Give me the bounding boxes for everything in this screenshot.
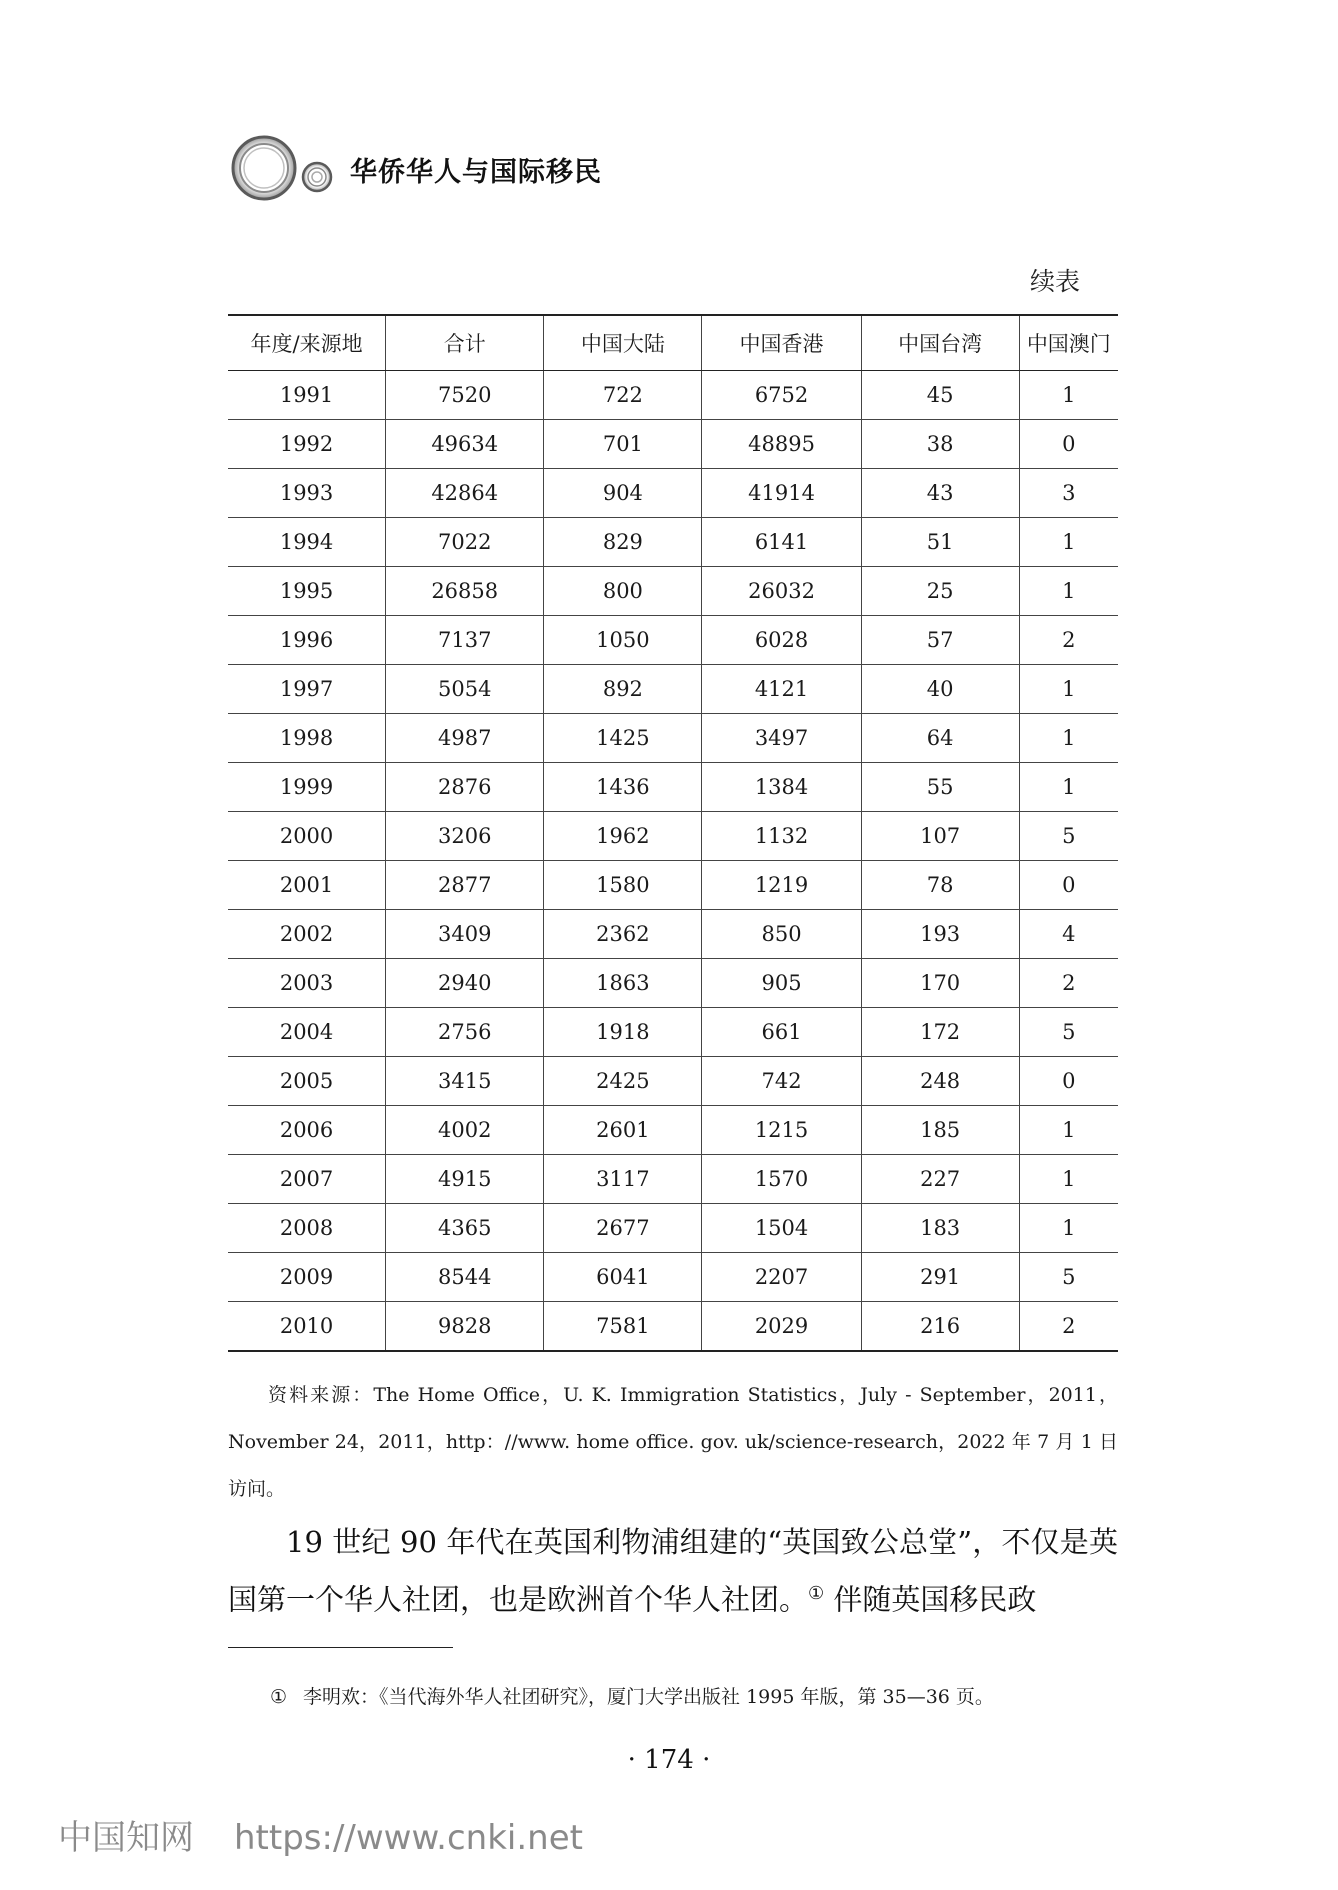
table-cell: 6141 [702, 518, 861, 567]
footnote [270, 1682, 994, 1709]
table-cell: 661 [702, 1008, 861, 1057]
table-cell: 1219 [702, 861, 861, 910]
table-cell: 7022 [386, 518, 544, 567]
table-cell: 1 [1019, 518, 1118, 567]
series-title: 华侨华人与国际移民 [350, 157, 602, 188]
table-cell: 78 [861, 861, 1019, 910]
table-body [228, 371, 1118, 1352]
watermark-url: https://www.cnki.net [234, 1818, 583, 1858]
table-row [228, 665, 1118, 714]
table-cell: 850 [702, 910, 861, 959]
table-cell: 3409 [386, 910, 544, 959]
table-cell: 829 [544, 518, 702, 567]
footnote-mark: ① [270, 1686, 288, 1708]
table-cell: 1 [1019, 1155, 1118, 1204]
table-cell: 2362 [544, 910, 702, 959]
table-cell: 1995 [228, 567, 386, 616]
table-row [228, 469, 1118, 518]
table-row [228, 1155, 1118, 1204]
table-cell: 2009 [228, 1253, 386, 1302]
table-cell: 248 [861, 1057, 1019, 1106]
table-cell: 2940 [386, 959, 544, 1008]
table-cell: 41914 [702, 469, 861, 518]
table-cell: 5 [1019, 1253, 1118, 1302]
table-cell: 2601 [544, 1106, 702, 1155]
table-cell: 64 [861, 714, 1019, 763]
table-cell: 1999 [228, 763, 386, 812]
table-cell: 892 [544, 665, 702, 714]
table-cell: 2005 [228, 1057, 386, 1106]
table-cell: 2007 [228, 1155, 386, 1204]
table-row [228, 1057, 1118, 1106]
table-cell: 2000 [228, 812, 386, 861]
table-cell: 905 [702, 959, 861, 1008]
table-cell: 9828 [386, 1302, 544, 1352]
table-cell: 227 [861, 1155, 1019, 1204]
table-cell: 40 [861, 665, 1019, 714]
table-cell: 1 [1019, 665, 1118, 714]
table-cell: 1996 [228, 616, 386, 665]
table-cell: 1050 [544, 616, 702, 665]
table-cell: 291 [861, 1253, 1019, 1302]
paragraph-text: 19 世纪 90 年代在英国利物浦组建的“英国致公总堂”，不仅是英国第一个华人社团，也是欧洲首个华人社团。 [228, 1525, 1118, 1617]
table-cell: 1997 [228, 665, 386, 714]
table-cell: 904 [544, 469, 702, 518]
footnote-divider [228, 1647, 453, 1648]
table-cell: 3117 [544, 1155, 702, 1204]
table-row [228, 420, 1118, 469]
table-row [228, 1302, 1118, 1352]
column-header: 中国大陆 [544, 315, 702, 371]
table-cell: 5 [1019, 1008, 1118, 1057]
cnki-watermark [58, 1810, 583, 1859]
table-cell: 51 [861, 518, 1019, 567]
table-cell: 25 [861, 567, 1019, 616]
table-cell: 0 [1019, 1057, 1118, 1106]
table-cell: 701 [544, 420, 702, 469]
table-cell: 4 [1019, 910, 1118, 959]
table-cell: 6752 [702, 371, 861, 420]
table-cell: 1992 [228, 420, 386, 469]
table-row [228, 616, 1118, 665]
table-row [228, 910, 1118, 959]
table-cell: 7581 [544, 1302, 702, 1352]
watermark-brand: 中国知网 [58, 1818, 194, 1858]
table-cell: 4915 [386, 1155, 544, 1204]
table-cell: 5 [1019, 812, 1118, 861]
table-cell: 193 [861, 910, 1019, 959]
table-cell: 48895 [702, 420, 861, 469]
table-cell: 5054 [386, 665, 544, 714]
table-cell: 42864 [386, 469, 544, 518]
table-row [228, 959, 1118, 1008]
column-header: 合计 [386, 315, 544, 371]
table-cell: 2004 [228, 1008, 386, 1057]
table-cell: 4002 [386, 1106, 544, 1155]
column-header: 中国台湾 [861, 315, 1019, 371]
table-cell: 2876 [386, 763, 544, 812]
table-cell: 1962 [544, 812, 702, 861]
table-cell: 2207 [702, 1253, 861, 1302]
table-cell: 2756 [386, 1008, 544, 1057]
table-cell: 2029 [702, 1302, 861, 1352]
table-row [228, 1253, 1118, 1302]
table-row [228, 1008, 1118, 1057]
table-cell: 170 [861, 959, 1019, 1008]
table-cell: 7137 [386, 616, 544, 665]
table-row [228, 518, 1118, 567]
table-cell: 185 [861, 1106, 1019, 1155]
table-row [228, 812, 1118, 861]
table-cell: 2 [1019, 959, 1118, 1008]
table-cell: 26858 [386, 567, 544, 616]
table-cell: 1998 [228, 714, 386, 763]
page-number: · 174 · [627, 1745, 711, 1775]
table-cell: 3415 [386, 1057, 544, 1106]
table-cell: 2 [1019, 616, 1118, 665]
table-cell: 1504 [702, 1204, 861, 1253]
table-cell: 4121 [702, 665, 861, 714]
table-cell: 1993 [228, 469, 386, 518]
table-cell: 3 [1019, 469, 1118, 518]
table-row [228, 1204, 1118, 1253]
table-cell: 6028 [702, 616, 861, 665]
column-header: 中国香港 [702, 315, 861, 371]
table-cell: 55 [861, 763, 1019, 812]
footnote-text: 李明欢：《当代海外华人社团研究》，厦门大学出版社 1995 年版，第 35—36 页。 [303, 1686, 994, 1708]
circles-logo-icon [228, 130, 348, 210]
table-row [228, 371, 1118, 420]
table-cell: 1384 [702, 763, 861, 812]
immigration-table [228, 314, 1118, 1352]
footnote-reference: ① [808, 1583, 825, 1604]
table-cell: 4987 [386, 714, 544, 763]
table-cell: 2006 [228, 1106, 386, 1155]
table-row [228, 763, 1118, 812]
table-row [228, 861, 1118, 910]
table-cell: 1570 [702, 1155, 861, 1204]
table-cell: 1215 [702, 1106, 861, 1155]
table-cell: 1 [1019, 567, 1118, 616]
table-cell: 1 [1019, 714, 1118, 763]
table-cell: 172 [861, 1008, 1019, 1057]
table-cell: 0 [1019, 861, 1118, 910]
body-paragraph [228, 1516, 1118, 1626]
table-cell: 1918 [544, 1008, 702, 1057]
table-cell: 183 [861, 1204, 1019, 1253]
table-cell: 107 [861, 812, 1019, 861]
table-cell: 26032 [702, 567, 861, 616]
column-header: 中国澳门 [1019, 315, 1118, 371]
table-cell: 45 [861, 371, 1019, 420]
table-cell: 722 [544, 371, 702, 420]
table-cell: 49634 [386, 420, 544, 469]
table-row [228, 567, 1118, 616]
table-cell: 1863 [544, 959, 702, 1008]
table-cell: 2008 [228, 1204, 386, 1253]
table-cell: 1994 [228, 518, 386, 567]
table-header-row [228, 315, 1118, 371]
source-note: 资料来源：The Home Office，U. K. Immigration Statistics，July - September，2011，November 24，2011，http：//www. home office. gov. uk/science-research，2022 年 7 月 1 日访问。 [228, 1384, 1118, 1500]
table-cell: 57 [861, 616, 1019, 665]
table-cell: 800 [544, 567, 702, 616]
table-cell: 2425 [544, 1057, 702, 1106]
table-cell: 43 [861, 469, 1019, 518]
column-header: 年度/来源地 [228, 315, 386, 371]
table-cell: 8544 [386, 1253, 544, 1302]
table-cell: 216 [861, 1302, 1019, 1352]
table-cell: 1436 [544, 763, 702, 812]
table-cell: 1 [1019, 763, 1118, 812]
table-cell: 2002 [228, 910, 386, 959]
table-row [228, 1106, 1118, 1155]
table-cell: 4365 [386, 1204, 544, 1253]
table-cell: 1132 [702, 812, 861, 861]
table-cell: 2 [1019, 1302, 1118, 1352]
continued-label: 续表 [1030, 267, 1081, 296]
paragraph-continuation: 伴随英国移民政 [824, 1582, 1037, 1617]
table-cell: 1 [1019, 371, 1118, 420]
table-cell: 2877 [386, 861, 544, 910]
table-cell: 2010 [228, 1302, 386, 1352]
table-cell: 3206 [386, 812, 544, 861]
table-cell: 2677 [544, 1204, 702, 1253]
table-cell: 742 [702, 1057, 861, 1106]
table-row [228, 714, 1118, 763]
table-cell: 38 [861, 420, 1019, 469]
table-cell: 7520 [386, 371, 544, 420]
table-cell: 6041 [544, 1253, 702, 1302]
table-cell: 1425 [544, 714, 702, 763]
table-cell: 1991 [228, 371, 386, 420]
table-cell: 3497 [702, 714, 861, 763]
table-cell: 2003 [228, 959, 386, 1008]
table-cell: 1 [1019, 1204, 1118, 1253]
table-cell: 1 [1019, 1106, 1118, 1155]
table-cell: 2001 [228, 861, 386, 910]
table-cell: 0 [1019, 420, 1118, 469]
table-cell: 1580 [544, 861, 702, 910]
